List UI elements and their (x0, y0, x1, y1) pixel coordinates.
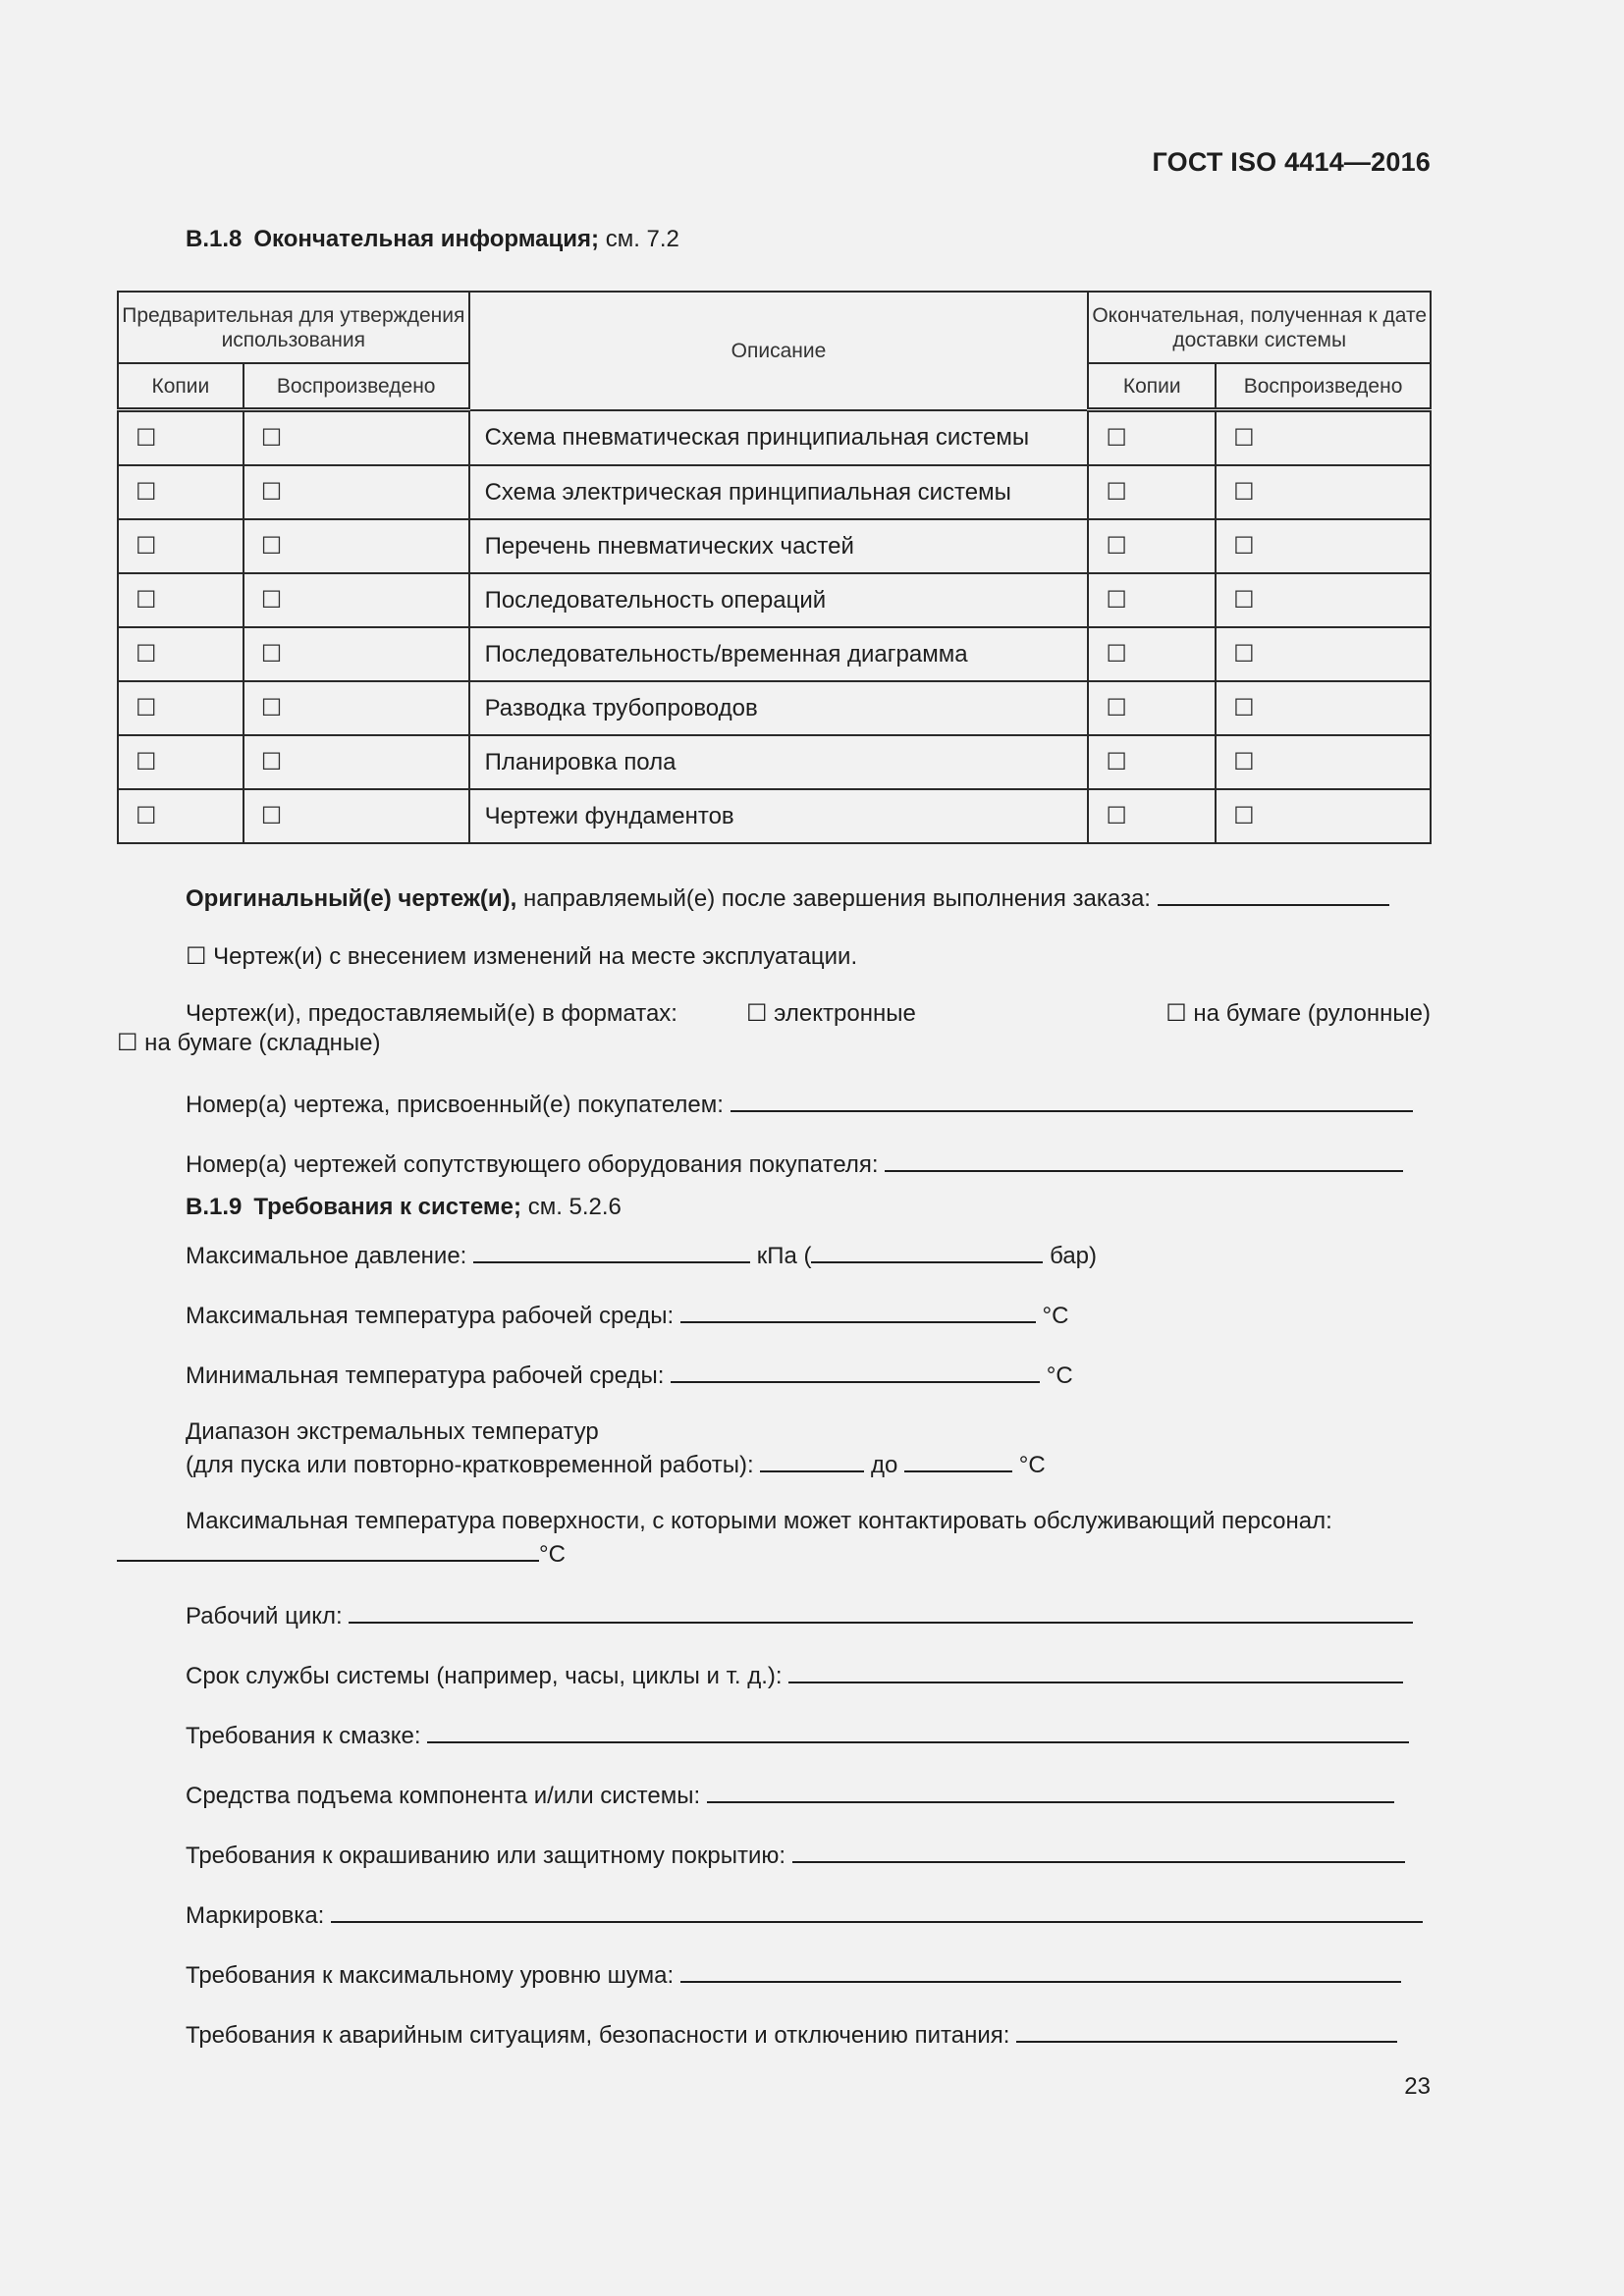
max-pressure-field (186, 1238, 1097, 1271)
format-roll-option[interactable]: ☐ на бумаге (рулонные) (1165, 1000, 1431, 1027)
header-reproduced: Воспроизведено (244, 363, 469, 410)
modified-drawings-option[interactable]: ☐ Чертеж(и) с внесением изменений на месте эксплуатации. (186, 943, 858, 970)
checkbox[interactable]: ☐ (1088, 735, 1216, 789)
section-b19-heading (186, 1193, 622, 1222)
bar-unit: бар) (1050, 1243, 1098, 1269)
extreme-temp-from-input[interactable] (760, 1447, 864, 1472)
original-drawings-label: направляемый(е) после завершения выполнения заказа: (522, 885, 1151, 912)
lifting-means-input[interactable] (707, 1778, 1394, 1803)
checkbox[interactable]: ☐ (1216, 789, 1431, 843)
header-reproduced: Воспроизведено (1216, 363, 1431, 410)
celsius-unit: °С (1046, 1362, 1073, 1389)
row-description: Последовательность/временная диаграмма (469, 627, 1089, 681)
section-number: B.1.8 (186, 226, 243, 252)
table-row (118, 410, 1431, 466)
checkbox[interactable]: ☐ (244, 410, 469, 466)
header-copies: Копии (1088, 363, 1216, 410)
buyer-drawing-number-label: Номер(а) чертежа, присвоенный(е) покупателем: (186, 1092, 724, 1118)
checkbox[interactable]: ☐ (118, 627, 244, 681)
checkbox[interactable]: ☐ (244, 735, 469, 789)
max-pressure-label: Максимальное давление: (186, 1243, 467, 1269)
checkbox[interactable]: ☐ (1216, 735, 1431, 789)
row-description: Планировка пола (469, 735, 1089, 789)
emergency-field (186, 2017, 1397, 2051)
service-life-label: Срок службы системы (например, часы, циклы и т. д.): (186, 1663, 783, 1689)
extreme-temp-to-input[interactable] (904, 1447, 1012, 1472)
header-final: Окончательная, полученная к дате доставки системы (1088, 292, 1431, 363)
min-fluid-temp-input[interactable] (671, 1358, 1040, 1383)
extreme-temp-label-2: (для пуска или повторно-кратковременной работы): (186, 1452, 754, 1478)
noise-label: Требования к максимальному уровню шума: (186, 1962, 675, 1989)
checkbox[interactable]: ☐ (118, 465, 244, 519)
checkbox[interactable]: ☐ (1216, 410, 1431, 466)
duty-cycle-label: Рабочий цикл: (186, 1603, 343, 1629)
extreme-temp-label-1: Диапазон экстремальных температур (186, 1418, 599, 1445)
max-pressure-kpa-input[interactable] (473, 1238, 750, 1263)
checkbox[interactable]: ☐ (118, 410, 244, 466)
original-drawings-input[interactable] (1158, 881, 1389, 906)
painting-input[interactable] (792, 1838, 1405, 1863)
checkbox[interactable]: ☐ (1216, 519, 1431, 573)
row-description: Последовательность операций (469, 573, 1089, 627)
painting-label: Требования к окрашиванию или защитному покрытию: (186, 1842, 786, 1869)
emergency-label: Требования к аварийным ситуациям, безопасности и отключению питания: (186, 2022, 1010, 2049)
checkbox[interactable]: ☐ (244, 573, 469, 627)
surface-temp-input[interactable] (117, 1536, 539, 1562)
original-drawings-field (186, 881, 1389, 914)
original-drawings-label-bold: Оригинальный(е) чертеж(и), (186, 885, 517, 912)
max-fluid-temp-label: Максимальная температура рабочей среды: (186, 1303, 675, 1329)
formats-label: Чертеж(и), предоставляемый(е) в форматах: (186, 1000, 677, 1027)
min-fluid-temp-label: Минимальная температура рабочей среды: (186, 1362, 665, 1389)
drawings-table (117, 291, 1432, 844)
table-row (118, 735, 1431, 789)
max-fluid-temp-input[interactable] (680, 1298, 1036, 1323)
min-fluid-temp-field (186, 1358, 1073, 1391)
section-title: Требования к системе; (253, 1194, 522, 1220)
service-life-input[interactable] (788, 1658, 1403, 1683)
format-folded-option[interactable]: ☐ на бумаге (складные) (117, 1030, 381, 1056)
checkbox[interactable]: ☐ (1216, 573, 1431, 627)
checkbox[interactable]: ☐ (244, 519, 469, 573)
to-label: до (871, 1452, 898, 1478)
checkbox[interactable]: ☐ (1088, 410, 1216, 466)
checkbox[interactable]: ☐ (1088, 789, 1216, 843)
checkbox[interactable]: ☐ (118, 519, 244, 573)
max-fluid-temp-field (186, 1298, 1068, 1331)
checkbox[interactable]: ☐ (244, 681, 469, 735)
checkbox[interactable]: ☐ (1216, 681, 1431, 735)
lubrication-input[interactable] (427, 1718, 1409, 1743)
checkbox[interactable]: ☐ (1216, 627, 1431, 681)
row-description: Разводка трубопроводов (469, 681, 1089, 735)
checkbox[interactable]: ☐ (1088, 465, 1216, 519)
page-number: 23 (1404, 2073, 1431, 2100)
duty-cycle-input[interactable] (349, 1598, 1413, 1624)
noise-field (186, 1957, 1401, 1991)
noise-input[interactable] (680, 1957, 1401, 1983)
max-pressure-bar-input[interactable] (811, 1238, 1043, 1263)
checkbox[interactable]: ☐ (244, 465, 469, 519)
marking-input[interactable] (331, 1897, 1423, 1923)
service-life-field (186, 1658, 1403, 1691)
table-row (118, 519, 1431, 573)
header-description: Описание (469, 292, 1089, 410)
lifting-means-field (186, 1778, 1394, 1811)
checkbox[interactable]: ☐ (1088, 681, 1216, 735)
checkbox[interactable]: ☐ (244, 627, 469, 681)
header-preliminary: Предварительная для утверждения использования (118, 292, 469, 363)
marking-field (186, 1897, 1423, 1931)
section-b18-heading (186, 226, 679, 253)
row-description: Перечень пневматических частей (469, 519, 1089, 573)
checkbox[interactable]: ☐ (1216, 465, 1431, 519)
header-copies: Копии (118, 363, 244, 410)
table-row (118, 627, 1431, 681)
kpa-unit: кПа ( (756, 1243, 812, 1269)
checkbox[interactable]: ☐ (1088, 573, 1216, 627)
section-ref: см. 7.2 (605, 226, 679, 252)
painting-field (186, 1838, 1405, 1871)
checkbox[interactable]: ☐ (118, 789, 244, 843)
table-row (118, 681, 1431, 735)
checkbox[interactable]: ☐ (1088, 627, 1216, 681)
table-row (118, 465, 1431, 519)
section-number: B.1.9 (186, 1194, 243, 1220)
checkbox[interactable]: ☐ (118, 573, 244, 627)
celsius-unit: °С (539, 1541, 566, 1568)
checkbox[interactable]: ☐ (1088, 519, 1216, 573)
row-description: Схема пневматическая принципиальная системы (469, 410, 1089, 466)
related-drawing-numbers-label: Номер(а) чертежей сопутствующего оборудования покупателя: (186, 1151, 879, 1178)
surface-temp-field (117, 1536, 566, 1570)
buyer-drawing-number-input[interactable] (731, 1087, 1413, 1112)
emergency-input[interactable] (1016, 2017, 1397, 2043)
section-title: Окончательная информация; (253, 226, 600, 252)
duty-cycle-field (186, 1598, 1413, 1631)
marking-label: Маркировка: (186, 1902, 325, 1929)
section-ref: см. 5.2.6 (527, 1194, 622, 1220)
celsius-unit: °С (1018, 1452, 1046, 1478)
buyer-drawing-number-field (186, 1087, 1413, 1120)
document-id: ГОСТ ISO 4414—2016 (1152, 147, 1431, 177)
lubrication-field (186, 1718, 1409, 1751)
checkbox[interactable]: ☐ (244, 789, 469, 843)
row-description: Чертежи фундаментов (469, 789, 1089, 843)
surface-temp-label: Максимальная температура поверхности, с которыми может контактировать обслуживающий персонал: (186, 1508, 1332, 1534)
extreme-temp-field (186, 1447, 1046, 1480)
lubrication-label: Требования к смазке: (186, 1723, 421, 1749)
related-drawing-numbers-input[interactable] (885, 1147, 1403, 1172)
checkbox[interactable]: ☐ (118, 681, 244, 735)
celsius-unit: °С (1042, 1303, 1069, 1329)
table-row (118, 573, 1431, 627)
format-electronic-option[interactable]: ☐ электронные (746, 1000, 916, 1027)
related-drawing-numbers-field (186, 1147, 1403, 1180)
table-row (118, 789, 1431, 843)
checkbox[interactable]: ☐ (118, 735, 244, 789)
lifting-means-label: Средства подъема компонента и/или системы: (186, 1783, 701, 1809)
row-description: Схема электрическая принципиальная системы (469, 465, 1089, 519)
